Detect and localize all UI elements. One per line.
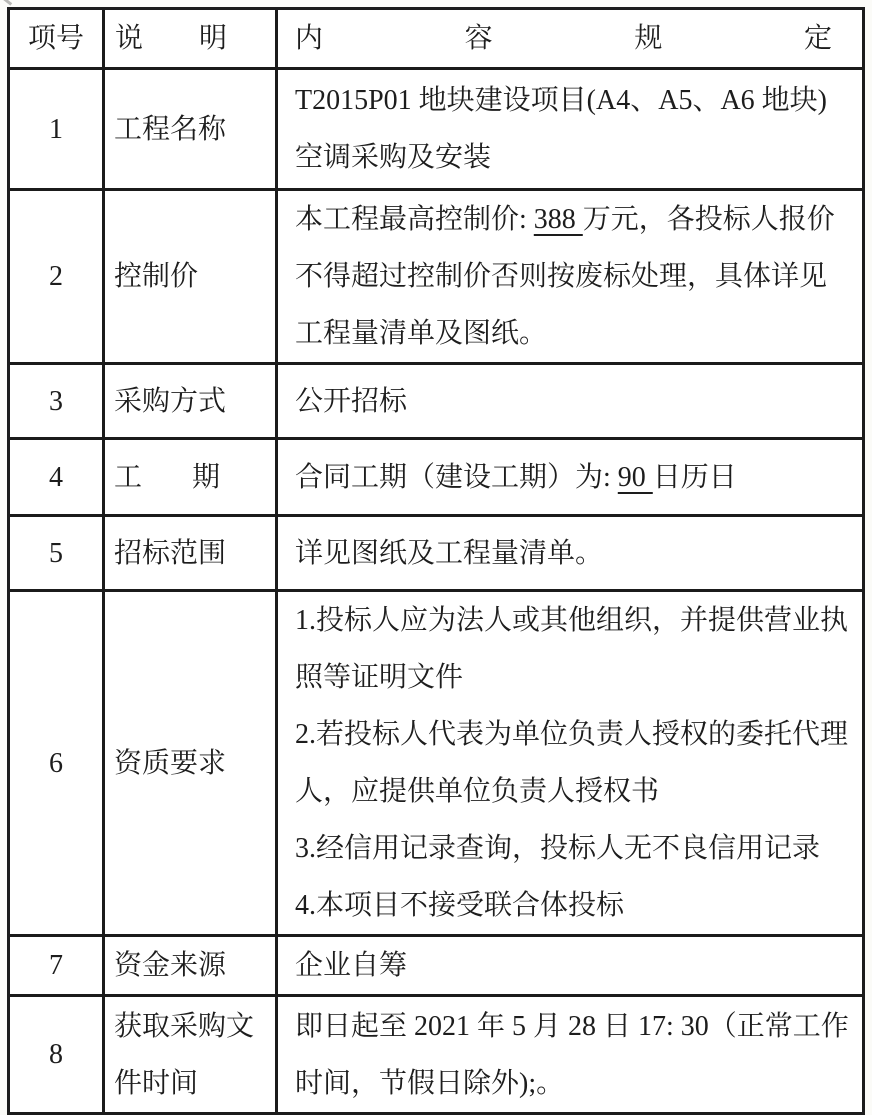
cell-item-no: 4 xyxy=(9,439,104,516)
table-row-funding-source xyxy=(9,936,864,996)
table-row-duration xyxy=(9,439,864,516)
cell-content: 即日起至 2021 年 5 月 28 日 17: 30（正常工作时间，节假日除外);。 xyxy=(277,996,864,1114)
cell-content: 企业自筹 xyxy=(277,936,864,996)
cell-content: 公开招标 xyxy=(277,364,864,439)
cell-label: 获取采购文件时间 xyxy=(104,996,277,1114)
cell-item-no: 8 xyxy=(9,996,104,1114)
cell-content xyxy=(277,439,864,516)
table-row-project-name xyxy=(9,69,864,190)
qualification-item: 2.若投标人代表为单位负责人授权的委托代理人，应提供单位负责人授权书 xyxy=(295,719,849,807)
cell-label: 工程名称 xyxy=(104,69,277,190)
table-row-bidding-scope xyxy=(9,516,864,591)
cell-label: 资质要求 xyxy=(104,591,277,936)
table-row-qualification xyxy=(9,591,864,936)
qualification-item: 3.经信用记录查询，投标人无不良信用记录 xyxy=(295,833,821,864)
content-text: 万元，各投标人报价不得超过控制价否则按废标处理，具体详见工程量清单及图纸。 xyxy=(295,204,835,349)
cell-label: 工 期 xyxy=(104,439,277,516)
table-row-procurement-method xyxy=(9,364,864,439)
cell-item-no: 5 xyxy=(9,516,104,591)
cell-content: 详见图纸及工程量清单。 xyxy=(277,516,864,591)
underlined-value: 90 xyxy=(617,461,653,493)
cell-item-no: 6 xyxy=(9,591,104,936)
cell-content xyxy=(277,190,864,364)
cell-label: 控制价 xyxy=(104,190,277,364)
content-text: 合同工期（建设工期）为: xyxy=(295,461,618,493)
header-item-no: 项号 xyxy=(9,9,104,69)
scan-artifact xyxy=(0,0,12,6)
cell-content: T2015P01 地块建设项目(A4、A5、A6 地块)空调采购及安装 xyxy=(277,69,864,190)
table-row-document-time xyxy=(9,996,864,1114)
cell-item-no: 2 xyxy=(9,190,104,364)
procurement-terms-table xyxy=(7,7,865,1115)
header-content-rule: 内 容 规 定 xyxy=(277,9,864,69)
underlined-value: 388 xyxy=(533,204,583,235)
cell-label: 资金来源 xyxy=(104,936,277,996)
content-text: 本工程最高控制价: xyxy=(295,204,534,235)
table-row-control-price xyxy=(9,190,864,364)
header-description: 说 明 xyxy=(104,9,277,69)
qualification-item: 1.投标人应为法人或其他组织，并提供营业执照等证明文件 xyxy=(295,605,849,693)
content-text: 日历日 xyxy=(652,461,737,493)
cell-label: 招标范围 xyxy=(104,516,277,591)
table-header-row xyxy=(9,9,864,69)
cell-label: 采购方式 xyxy=(104,364,277,439)
cell-item-no: 3 xyxy=(9,364,104,439)
cell-item-no: 1 xyxy=(9,69,104,190)
cell-item-no: 7 xyxy=(9,936,104,996)
qualification-item: 4.本项目不接受联合体投标 xyxy=(295,890,625,921)
cell-content xyxy=(277,591,864,936)
